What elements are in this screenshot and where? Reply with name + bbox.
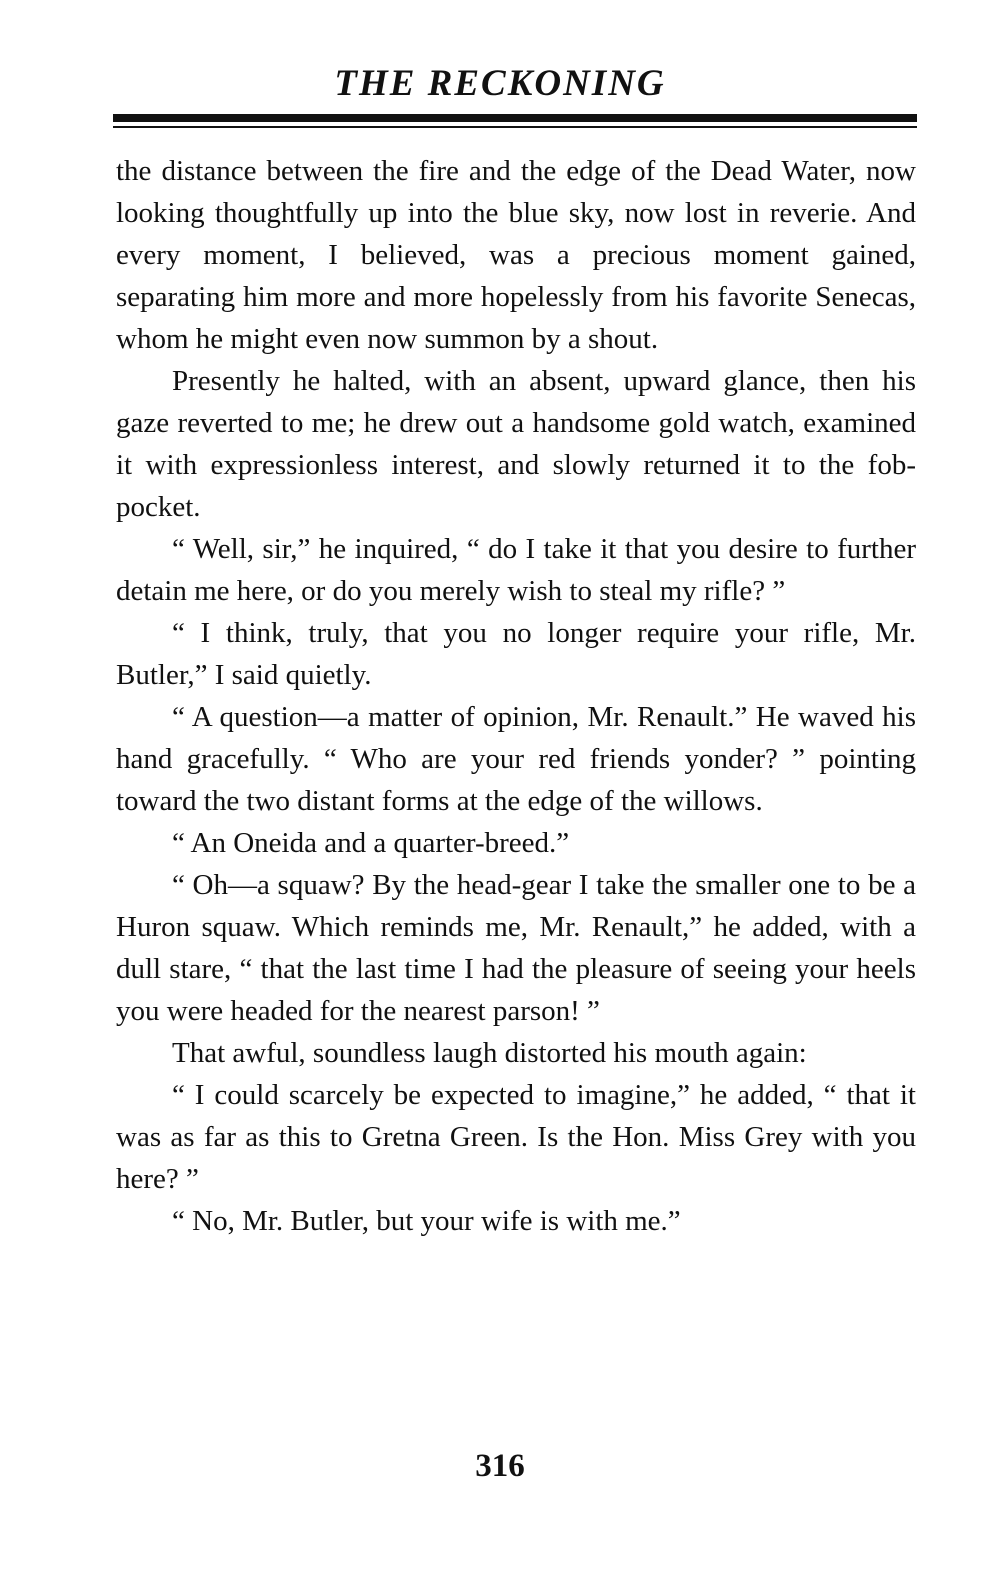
paragraph: “ Well, sir,” he inquired, “ do I take it that you desire to further detain me here, or do you merely wish to steal my rifle? ” <box>116 533 916 607</box>
page-number: 316 <box>475 1448 525 1484</box>
running-head-title: THE RECKONING <box>334 63 666 104</box>
header-rule-thin <box>113 126 917 128</box>
paragraph: “ A question—a matter of opinion, Mr. Renault.” He waved his hand gracefully. “ Who are your red friends yonder? ” pointing toward the two distant forms at the edge of the willows. <box>116 701 916 817</box>
header-rule-thick <box>113 114 917 122</box>
paragraph: “ Oh—a squaw? By the head-gear I take the smaller one to be a Huron squaw. Which reminds me, Mr. Renault,” he added, with a dull stare, “ that the last time I had the pleasure of seeing your heels you were headed for the nearest parson! ” <box>116 869 916 1027</box>
paragraph: “ I think, truly, that you no longer require your rifle, Mr. Butler,” I said quietly. <box>116 617 916 691</box>
paragraph: That awful, soundless laugh distorted his mouth again: <box>172 1037 807 1069</box>
paragraph: “ An Oneida and a quarter-breed.” <box>172 827 570 859</box>
paragraph: “ I could scarcely be expected to imagine,” he added, “ that it was as far as this to Gretna Green. Is the Hon. Miss Grey with you here? ” <box>116 1079 916 1195</box>
paragraph: “ No, Mr. Butler, but your wife is with me.” <box>172 1205 681 1237</box>
paragraph: Presently he halted, with an absent, upward glance, then his gaze reverted to me; he drew out a handsome gold watch, examined it with expressionless interest, and slowly returned it to the fob-pocket. <box>116 365 916 523</box>
paragraph: the distance between the fire and the edge of the Dead Water, now looking thoughtfully up into the blue sky, now lost in reverie. And every moment, I believed, was a precious moment gained, separating him more and more hopelessly from his favorite Senecas, whom he might even now summon by a shout. <box>116 155 916 355</box>
body-text <box>116 150 916 1242</box>
